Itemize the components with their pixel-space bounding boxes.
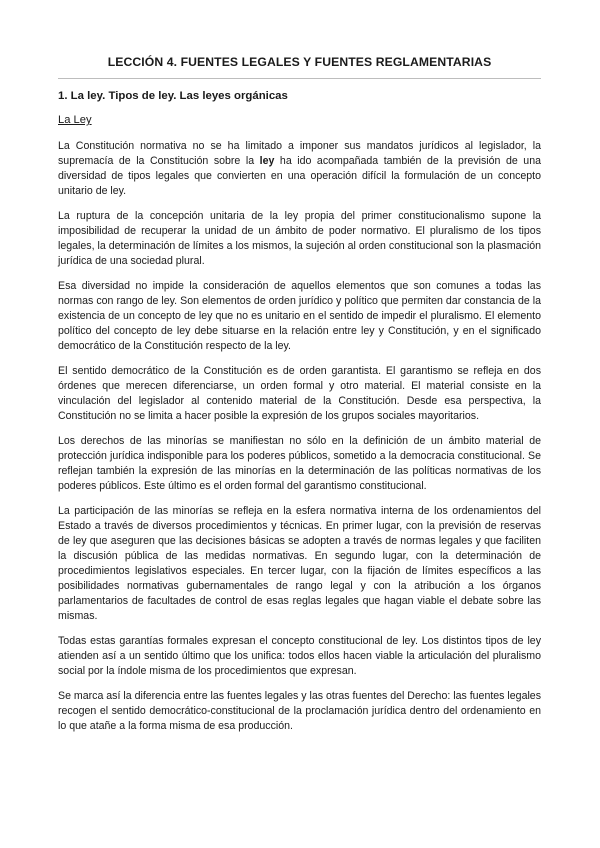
page-title: LECCIÓN 4. FUENTES LEGALES Y FUENTES REGLAMENTARIAS <box>107 55 492 69</box>
section-heading: 1. La ley. Tipos de ley. Las leyes orgánicas <box>58 90 288 102</box>
paragraph-8: Se marca así la diferencia entre las fuentes legales y las otras fuentes del Derecho: las fuentes legales recogen el sentido democrático-constitucional de la proclamación jurídica dentro del ordenamiento en lo que atañe a la forma misma de esa producción. <box>58 690 541 732</box>
document-page <box>58 0 541 734</box>
paragraph-1 <box>58 139 541 199</box>
paragraph-6: La participación de las minorías se refleja en la esfera normativa interna de los ordenamientos del Estado a través de diversos procedimientos y técnicas. En primer lugar, con la previsión de reservas de ley que aseguren que las decisiones básicas se adopten a través de normas legales y que faciliten la discusión pública de las medidas normativas. En segundo lugar, con la determinación de procedimientos legislativos especiales. En tercer lugar, con la fijación de límites específicos a las posibilidades normativas gubernamentales de rango legal y con la atribución a los órganos parlamentarios de facultades de control de esas reglas legales que hagan viable el debate sobre las mismas. <box>58 505 541 622</box>
paragraph-3: Esa diversidad no impide la consideración de aquellos elementos que son comunes a todas las normas con rango de ley. Son elementos de orden jurídico y político que permiten dar constancia de la existencia de un concepto de ley que no es unitario en el sentido de impedir el pluralismo. El elemento político del concepto de ley debe situarse en la relación entre ley y Constitución, y en el significado democrático de la Constitución respecto de la ley. <box>58 280 541 352</box>
paragraph-2: La ruptura de la concepción unitaria de la ley propia del primer constitucionalismo supone la imposibilidad de recuperar la unidad de un ámbito de poder normativo. El pluralismo de los tipos legales, la determinación de límites a los mismos, la sujeción al orden constitucional son la plasmación jurídica de una sociedad plural. <box>58 210 541 267</box>
paragraph-4: El sentido democrático de la Constitución es de orden garantista. El garantismo se refleja en dos órdenes que merecen diferenciarse, un orden formal y otro material. El material consiste en la vinculación del legislador al contenido material de la Constitución. Desde esa perspectiva, la Constitución no se limita a hacer posible la expresión de los grupos sociales mayoritarios. <box>58 365 541 422</box>
paragraph-5: Los derechos de las minorías se manifiestan no sólo en la definición de un ámbito material de protección jurídica indisponible para los poderes públicos, sometido a la democracia constitucional. Se reflejan también la expresión de las minorías en la determinación de las políticas normativas de los poderes públicos. Este último es el orden formal del garantismo constitucional. <box>58 435 541 492</box>
paragraph-1-keyword: ley <box>259 155 275 167</box>
subheading: La Ley <box>58 114 92 126</box>
paragraph-1-text-b: ha ido acompañada también de la previsión de una diversidad de tipos legales que convierten en una operación difícil la formulación de un concepto unitario de ley. <box>58 155 541 197</box>
paragraph-7: Todas estas garantías formales expresan el concepto constitucional de ley. Los distintos tipos de ley atienden así a un sentido último que los unifica: todos ellos hacen viable la articulación del pluralismo social por la índole misma de los procedimientos que expresan. <box>58 635 541 677</box>
title-divider <box>58 78 541 79</box>
paragraph-1-text-a: La Constitución normativa no se ha limitado a imponer sus mandatos jurídicos al legislador, la supremacía de la Constitución sobre la <box>58 140 541 167</box>
